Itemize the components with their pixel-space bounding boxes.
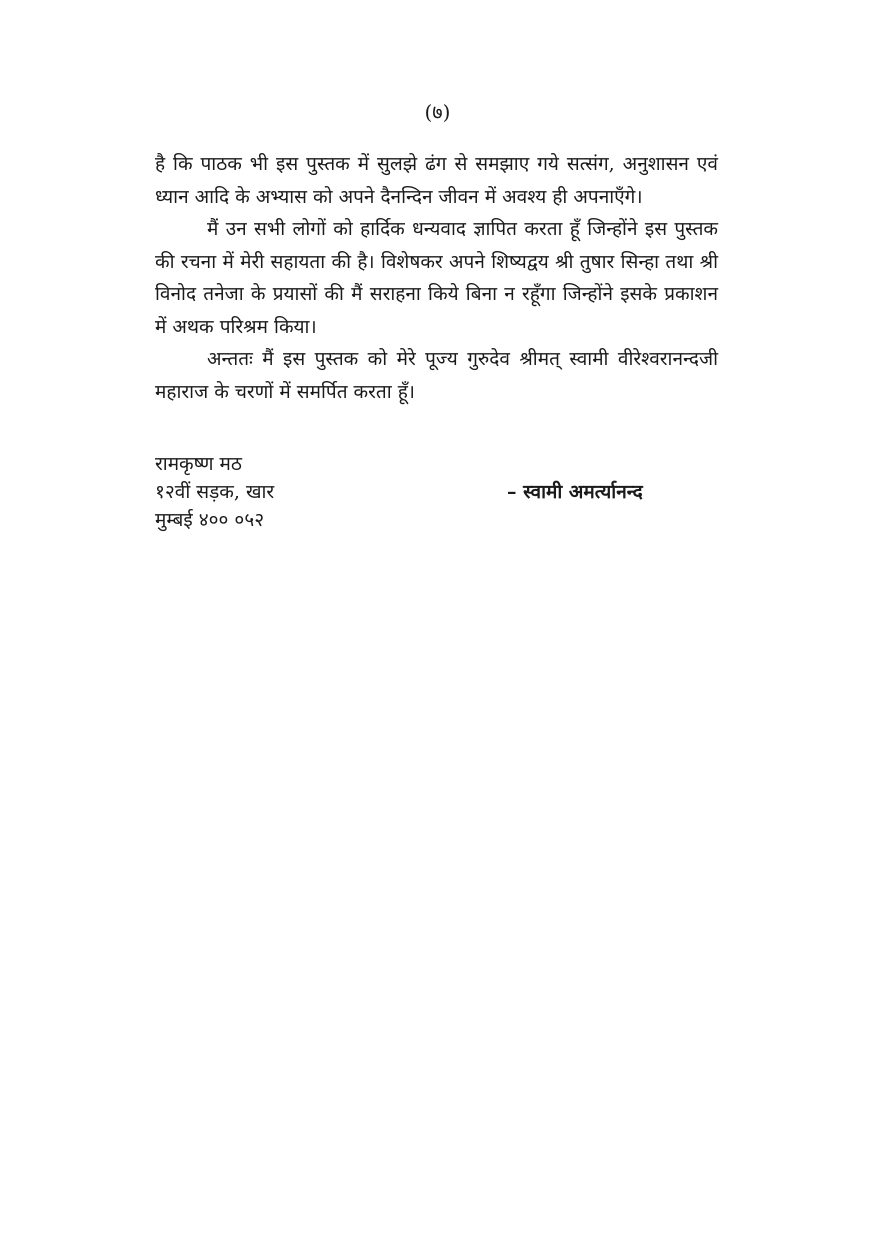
address-row-2 [155, 478, 718, 506]
footer-block [155, 450, 718, 534]
address-line-1: रामकृष्ण मठ [155, 453, 242, 475]
page-number: (७) [424, 100, 451, 124]
body-text [155, 148, 718, 408]
paragraph-dedication: अन्ततः मैं इस पुस्तक को मेरे पूज्य गुरुदेव श्रीमत् स्वामी वीरेश्वरानन्दजी महाराज के चरणों में समर्पित करता हूँ। [155, 348, 718, 403]
address-line-2: १२वीं सड़क, खार [155, 481, 275, 503]
paragraph-continuation: है कि पाठक भी इस पुस्तक में सुलझे ढंग से समझाए गये सत्संग, अनुशासन एवं ध्यान आदि के अभ्यास को अपने दैनन्दिन जीवन में अवश्य ही अपनाएँगे। [155, 153, 718, 208]
paragraph-acknowledgement: मैं उन सभी लोगों को हार्दिक धन्यवाद ज्ञापित करता हूँ जिन्होंने इस पुस्तक की रचना में मेरी सहायता की है। विशेषकर अपने शिष्यद्वय श्री तुषार सिन्हा तथा श्री विनोद तनेजा के प्रयासों की मैं सराहना किये बिना न रहूँगा जिन्होंने इसके प्रकाशन में अथक परिश्रम किया। [155, 218, 718, 338]
address-row-1 [155, 450, 718, 478]
address-line-3: मुम्बई ४०० ०५२ [155, 509, 265, 531]
address-row-3 [155, 506, 718, 534]
author-signature: – स्वामी अमर्त्यानन्द [507, 481, 643, 503]
